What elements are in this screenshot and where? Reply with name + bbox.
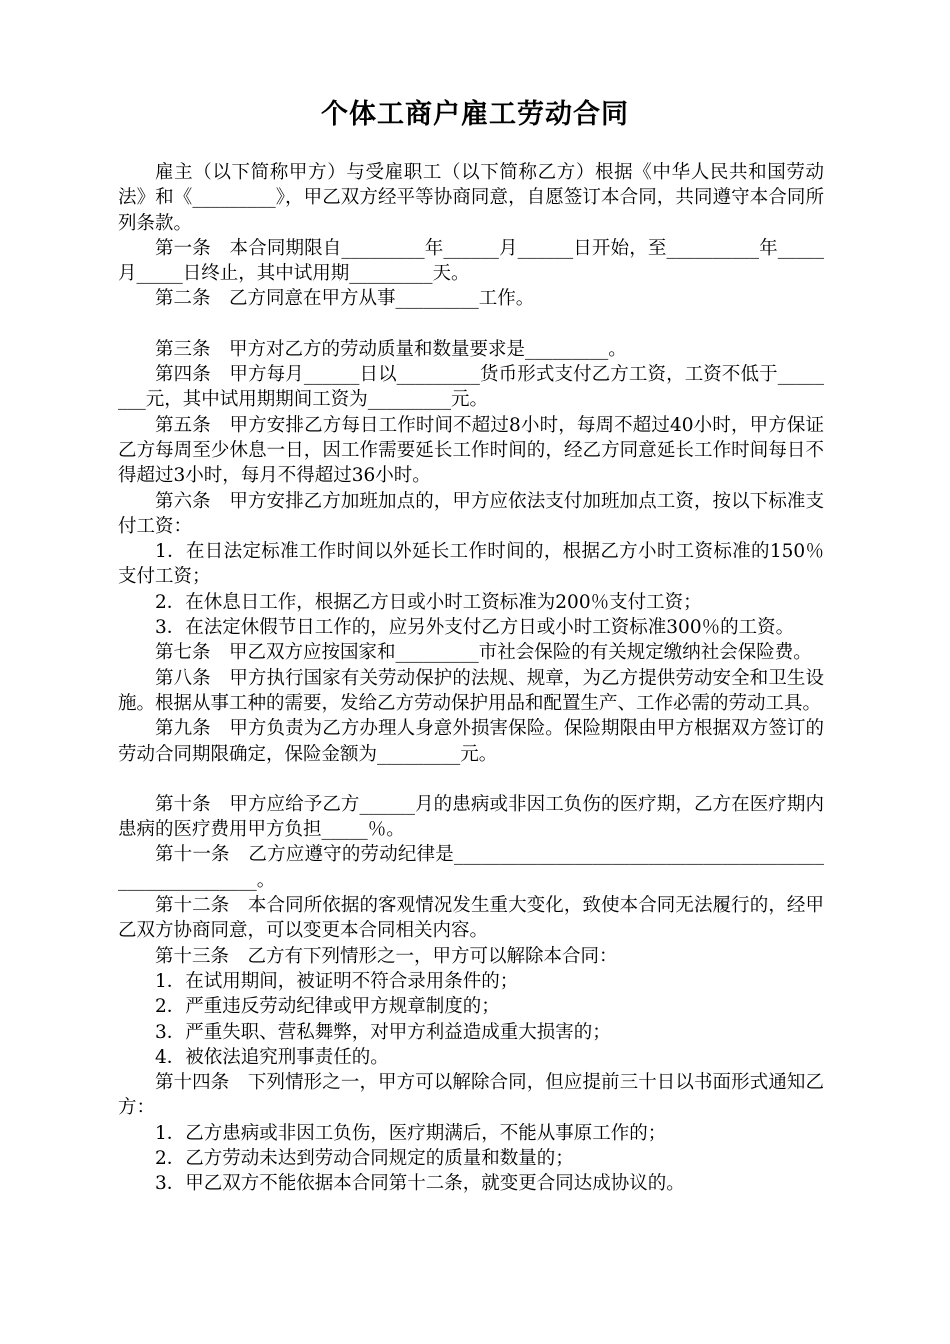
article-8: 第八条 甲方执行国家有关劳动保护的法规、规章，为乙方提供劳动安全和卫生设施。根据从事工种的需要，发给乙方劳动保护用品和配置生产、工作必需的劳动工具。 [118,667,824,714]
article-5: 第五条 甲方安排乙方每日工作时间不超过8小时，每周不超过40小时，甲方保证乙方每周至少休息一日，因工作需要延长工作时间的，经乙方同意延长工作时间每日不得超过3小时，每月不得超过36小时。 [118,414,824,487]
article-12: 第十二条 本合同所依据的客观情况发生重大变化，致使本合同无法履行的，经甲乙双方协商同意，可以变更本合同相关内容。 [118,895,824,942]
article-14: 第十四条 下列情形之一，甲方可以解除合同，但应提前三十日以书面形式通知乙方： [118,1072,824,1119]
article-13-item-1: 1．在试用期间，被证明不符合录用条件的； [155,970,519,992]
article-10: 第十条 甲方应给予乙方______月的患病或非因工负伤的医疗期，乙方在医疗期内患病的医疗费用甲方负担_____％。 [118,793,824,841]
article-3: 第三条 甲方对乙方的劳动质量和数量要求是_________。 [155,338,627,360]
preamble-paragraph: 雇主（以下简称甲方）与受雇职工（以下简称乙方）根据《中华人民共和国劳动法》和《_________》，甲乙双方经平等协商同意，自愿签订本合同，共同遵守本合同所列条款。 [118,162,824,234]
article-7: 第七条 甲乙双方应按国家和_________市社会保险的有关规定缴纳社会保险费。 [155,642,812,664]
document-body [118,160,824,1197]
article-2: 第二条 乙方同意在甲方从事_________工作。 [155,288,535,310]
article-14-item-2: 2．乙方劳动未达到劳动合同规定的质量和数量的； [155,1147,574,1169]
article-13: 第十三条 乙方有下列情形之一，甲方可以解除本合同： [155,945,618,967]
article-14-item-1: 1．乙方患病或非因工负伤，医疗期满后，不能从事原工作的； [155,1122,667,1144]
article-6-item-1: 1．在日法定标准工作时间以外延长工作时间的，根据乙方小时工资标准的150％支付工资； [118,541,824,588]
article-9: 第九条 甲方负责为乙方办理人身意外损害保险。保险期限由甲方根据双方签订的劳动合同期限确定，保险金额为_________元。 [118,718,824,765]
article-13-item-2: 2．严重违反劳动纪律或甲方规章制度的； [155,996,500,1018]
article-11: 第十一条 乙方应遵守的劳动纪律是_______________________________________________________。 [118,844,824,891]
document-title: 个体工商户雇工劳动合同 [321,99,629,130]
article-6-item-2: 2．在休息日工作，根据乙方日或小时工资标准为200％支付工资； [155,591,702,613]
article-13-item-3: 3．严重失职、营私舞弊，对甲方利益造成重大损害的； [155,1021,611,1043]
article-6: 第六条 甲方安排乙方加班加点的，甲方应依法支付加班加点工资，按以下标准支付工资： [118,490,824,537]
article-1: 第一条 本合同期限自_________年______月______日开始，至__________年_____月_____日终止，其中试用期_________天。 [118,237,824,285]
blank-line [118,767,824,792]
article-14-item-3: 3．甲乙双方不能依据本合同第十二条，就变更合同达成协议的。 [155,1173,685,1195]
article-13-item-4: 4．被依法追究刑事责任的。 [155,1046,389,1068]
article-4: 第四条 甲方每月______日以_________货币形式支付乙方工资，工资不低于________元，其中试用期期间工资为_________元。 [118,364,824,411]
article-6-item-3: 3．在法定休假节日工作的，应另外支付乙方日或小时工资标准300％的工资。 [155,617,795,639]
blank-line [118,312,824,337]
